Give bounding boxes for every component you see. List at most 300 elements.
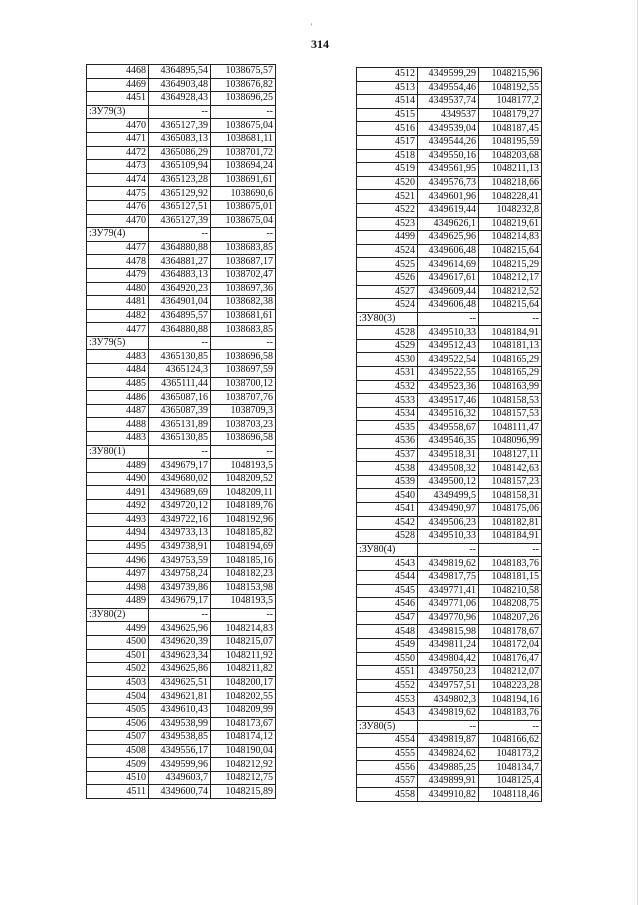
x-coordinate-cell: 4349510,33 [418,530,479,544]
table-row [87,336,276,350]
point-number-cell: 4510 [87,771,149,785]
y-coordinate-cell: 1038707,76 [211,391,276,405]
x-coordinate-cell: 4364901,04 [149,296,211,310]
point-number-cell: 4470 [87,214,149,228]
y-coordinate-cell: 1048193,5 [211,459,276,473]
x-coordinate-cell: 4349885,25 [418,761,479,775]
y-coordinate-cell: 1038694,24 [211,160,276,174]
x-coordinate-cell: 4349617,61 [418,271,479,285]
table-row [357,557,542,571]
point-number-cell: 4469 [87,78,149,92]
y-coordinate-cell: 1048209,99 [211,703,276,717]
table-row [357,570,542,584]
x-coordinate-cell: 4349550,16 [418,149,479,163]
table-row [357,720,542,734]
point-number-cell: 4521 [357,190,418,204]
y-coordinate-cell: 1048211,92 [211,649,276,663]
y-coordinate-cell: 1038675,01 [211,200,276,214]
y-coordinate-cell: 1048184,91 [479,326,542,340]
x-coordinate-cell: 4349802,3 [418,693,479,707]
x-coordinate-cell: 4349576,73 [418,176,479,190]
table-row [357,788,542,802]
table-row [357,625,542,639]
x-coordinate-cell: 4349556,17 [149,744,211,758]
table-row [87,119,276,133]
y-coordinate-cell: 1048134,7 [479,761,542,775]
x-coordinate-cell: 4365109,94 [149,160,211,174]
point-number-cell: 4535 [357,421,418,435]
y-coordinate-cell: 1048214,83 [211,622,276,636]
table-row [87,187,276,201]
y-coordinate-cell: -- [211,445,276,459]
table-row [357,244,542,258]
y-coordinate-cell: 1038701,72 [211,146,276,160]
table-row [87,771,276,785]
y-coordinate-cell: 1048215,64 [479,299,542,313]
y-coordinate-cell: 1048158,53 [479,394,542,408]
point-number-cell: 4544 [357,570,418,584]
x-coordinate-cell: 4349610,43 [149,703,211,717]
point-number-cell: 4480 [87,282,149,296]
x-coordinate-cell: 4349603,7 [149,771,211,785]
y-coordinate-cell: 1048183,76 [479,557,542,571]
y-coordinate-cell: 1048179,27 [479,108,542,122]
point-number-cell: 4476 [87,200,149,214]
point-number-cell: 4518 [357,149,418,163]
x-coordinate-cell: 4349614,69 [418,258,479,272]
point-number-cell: :ЗУ80(1) [87,445,149,459]
table-row [87,255,276,269]
table-row [357,435,542,449]
table-row [357,407,542,421]
x-coordinate-cell: 4349506,23 [418,516,479,530]
point-number-cell: 4489 [87,459,149,473]
scan-edge-line [637,0,638,905]
table-row [357,448,542,462]
table-row [357,299,542,313]
x-coordinate-cell: 4349517,46 [418,394,479,408]
point-number-cell: 4557 [357,774,418,788]
table-row [87,92,276,106]
y-coordinate-cell: 1048211,13 [479,163,542,177]
y-coordinate-cell: 1038696,58 [211,350,276,364]
x-coordinate-cell: 4349750,23 [418,666,479,680]
x-coordinate-cell: 4364928,43 [149,92,211,106]
x-coordinate-cell: 4349621,81 [149,690,211,704]
point-number-cell: :ЗУ79(3) [87,105,149,119]
x-coordinate-cell: 4365129,92 [149,187,211,201]
table-row [87,268,276,282]
point-number-cell: 4509 [87,758,149,772]
x-coordinate-cell: 4349680,02 [149,472,211,486]
y-coordinate-cell: 1038691,61 [211,173,276,187]
point-number-cell: 4514 [357,95,418,109]
y-coordinate-cell: 1048165,29 [479,353,542,367]
x-coordinate-cell: 4349739,86 [149,581,211,595]
point-number-cell: 4550 [357,652,418,666]
x-coordinate-cell: 4349910,82 [418,788,479,802]
point-number-cell: 4507 [87,731,149,745]
x-coordinate-cell: 4349811,24 [418,638,479,652]
y-coordinate-cell: 1048185,16 [211,554,276,568]
table-row [87,554,276,568]
point-number-cell: 4553 [357,693,418,707]
table-row [87,404,276,418]
table-row [357,122,542,136]
point-number-cell: 4506 [87,717,149,731]
x-coordinate-cell: 4349738,91 [149,540,211,554]
point-number-cell: 4534 [357,407,418,421]
y-coordinate-cell: 1048207,26 [479,611,542,625]
table-row [87,432,276,446]
table-row [357,611,542,625]
y-coordinate-cell: 1048174,12 [211,731,276,745]
table-row [357,68,542,82]
x-coordinate-cell: 4365111,44 [149,377,211,391]
x-coordinate-cell: 4364895,57 [149,309,211,323]
table-row [87,323,276,337]
y-coordinate-cell: 1038696,25 [211,92,276,106]
y-coordinate-cell: 1048182,23 [211,567,276,581]
y-coordinate-cell: 1048166,62 [479,734,542,748]
y-coordinate-cell: 1038675,57 [211,65,276,79]
y-coordinate-cell: 1038675,04 [211,214,276,228]
point-number-cell: 4451 [87,92,149,106]
y-coordinate-cell: 1038683,85 [211,241,276,255]
table-row [357,516,542,530]
x-coordinate-cell: 4365124,3 [149,364,211,378]
table-row [357,652,542,666]
x-coordinate-cell: 4349758,24 [149,567,211,581]
x-coordinate-cell: 4349899,91 [418,774,479,788]
table-row [87,690,276,704]
table-row [87,377,276,391]
table-row [357,503,542,517]
point-number-cell: 4513 [357,81,418,95]
y-coordinate-cell: 1048212,75 [211,771,276,785]
x-coordinate-cell: 4349558,67 [418,421,479,435]
table-row [87,350,276,364]
table-row [357,203,542,217]
y-coordinate-cell: 1038675,04 [211,119,276,133]
x-coordinate-cell: -- [149,105,211,119]
point-number-cell: :ЗУ80(4) [357,543,418,557]
table-row [357,638,542,652]
y-coordinate-cell: 1038681,11 [211,132,276,146]
y-coordinate-cell: 1048142,63 [479,462,542,476]
x-coordinate-cell: 4349625,86 [149,663,211,677]
point-number-cell: 4556 [357,761,418,775]
y-coordinate-cell: -- [211,228,276,242]
x-coordinate-cell: 4349599,96 [149,758,211,772]
table-row [87,513,276,527]
table-row [87,635,276,649]
x-coordinate-cell: 4349599,29 [418,68,479,82]
x-coordinate-cell: 4349625,51 [149,676,211,690]
point-number-cell: 4488 [87,418,149,432]
y-coordinate-cell: 1038696,58 [211,432,276,446]
y-coordinate-cell: 1048202,55 [211,690,276,704]
y-coordinate-cell: 1048182,81 [479,516,542,530]
x-coordinate-cell: 4349819,62 [418,706,479,720]
y-coordinate-cell: 1048219,61 [479,217,542,231]
y-coordinate-cell: 1048190,04 [211,744,276,758]
table-row [357,394,542,408]
y-coordinate-cell: 1048212,52 [479,285,542,299]
point-number-cell: 4520 [357,176,418,190]
point-number-cell: 4538 [357,462,418,476]
point-number-cell: 4522 [357,203,418,217]
y-coordinate-cell: 1048153,98 [211,581,276,595]
point-number-cell: 4547 [357,611,418,625]
table-row [87,241,276,255]
table-row [87,364,276,378]
x-coordinate-cell: 4349606,48 [418,244,479,258]
x-coordinate-cell: 4365086,29 [149,146,211,160]
point-number-cell: 4545 [357,584,418,598]
x-coordinate-cell: 4349544,26 [418,135,479,149]
x-coordinate-cell: 4349771,41 [418,584,479,598]
x-coordinate-cell: 4349539,04 [418,122,479,136]
x-coordinate-cell: 4349625,96 [418,231,479,245]
y-coordinate-cell: 1048200,17 [211,676,276,690]
y-coordinate-cell: 1048193,5 [211,595,276,609]
y-coordinate-cell: 1038687,17 [211,255,276,269]
y-coordinate-cell: 1048165,29 [479,367,542,381]
y-coordinate-cell: 1038697,59 [211,364,276,378]
point-number-cell: 4500 [87,635,149,649]
table-row [87,65,276,79]
table-row [357,774,542,788]
y-coordinate-cell: 1048209,52 [211,472,276,486]
table-row [87,200,276,214]
x-coordinate-cell: 4349601,96 [418,190,479,204]
y-coordinate-cell: 1038702,47 [211,268,276,282]
y-coordinate-cell: 1048127,11 [479,448,542,462]
y-coordinate-cell: -- [479,312,542,326]
point-number-cell: 4490 [87,472,149,486]
table-row [87,758,276,772]
y-coordinate-cell: 1048212,07 [479,666,542,680]
table-row [357,271,542,285]
y-coordinate-cell: 1048210,58 [479,584,542,598]
y-coordinate-cell: 1048215,07 [211,635,276,649]
point-number-cell: 4533 [357,394,418,408]
table-row [87,214,276,228]
point-number-cell: 4477 [87,323,149,337]
y-coordinate-cell: 1048212,17 [479,271,542,285]
point-number-cell: 4501 [87,649,149,663]
x-coordinate-cell: 4349499,5 [418,489,479,503]
x-coordinate-cell: -- [149,228,211,242]
point-number-cell: 4499 [87,622,149,636]
x-coordinate-cell: 4349609,44 [418,285,479,299]
coordinates-table-left [86,64,276,799]
x-coordinate-cell: 4365127,51 [149,200,211,214]
point-number-cell: 4526 [357,271,418,285]
point-number-cell: 4494 [87,527,149,541]
point-number-cell: 4532 [357,380,418,394]
x-coordinate-cell: 4349623,34 [149,649,211,663]
x-coordinate-cell: 4349546,35 [418,435,479,449]
table-row [357,353,542,367]
y-coordinate-cell: 1048178,67 [479,625,542,639]
table-row [87,785,276,799]
x-coordinate-cell: -- [149,445,211,459]
x-coordinate-cell: 4349824,62 [418,747,479,761]
x-coordinate-cell: 4349689,69 [149,486,211,500]
table-row [357,176,542,190]
y-coordinate-cell: 1048203,68 [479,149,542,163]
point-number-cell: 4527 [357,285,418,299]
table-row [87,472,276,486]
point-number-cell: 4528 [357,530,418,544]
x-coordinate-cell: 4365130,85 [149,432,211,446]
table-row [357,489,542,503]
table-row [87,309,276,323]
x-coordinate-cell: -- [418,312,479,326]
table-row [87,540,276,554]
table-row [87,132,276,146]
x-coordinate-cell: 4349554,46 [418,81,479,95]
x-coordinate-cell: 4349538,99 [149,717,211,731]
x-coordinate-cell: 4349625,96 [149,622,211,636]
x-coordinate-cell: 4365087,16 [149,391,211,405]
x-coordinate-cell: 4349500,12 [418,475,479,489]
y-coordinate-cell: 1048215,89 [211,785,276,799]
table-row [357,747,542,761]
table-row [357,190,542,204]
point-number-cell: 4484 [87,364,149,378]
x-coordinate-cell: 4349619,44 [418,203,479,217]
table-row [87,567,276,581]
table-row [87,676,276,690]
table-row [87,228,276,242]
table-row [87,731,276,745]
x-coordinate-cell: 4365127,39 [149,119,211,133]
y-coordinate-cell: 1048215,29 [479,258,542,272]
point-number-cell: 4504 [87,690,149,704]
x-coordinate-cell: 4364895,54 [149,65,211,79]
y-coordinate-cell: 1038676,82 [211,78,276,92]
y-coordinate-cell: 1048195,59 [479,135,542,149]
table-row [357,149,542,163]
point-number-cell: 4483 [87,350,149,364]
x-coordinate-cell: 4349679,17 [149,595,211,609]
y-coordinate-cell: 1048189,76 [211,500,276,514]
table-row [87,744,276,758]
point-number-cell: 4519 [357,163,418,177]
x-coordinate-cell: 4349819,87 [418,734,479,748]
x-coordinate-cell: 4349817,75 [418,570,479,584]
table-row [87,717,276,731]
point-number-cell: 4529 [357,339,418,353]
x-coordinate-cell: 4349804,42 [418,652,479,666]
y-coordinate-cell: 1048232,8 [479,203,542,217]
y-coordinate-cell: 1048177,2 [479,95,542,109]
point-number-cell: 4481 [87,296,149,310]
table-row [87,649,276,663]
point-number-cell: 4536 [357,435,418,449]
y-coordinate-cell: 1048215,96 [479,68,542,82]
table-row [357,666,542,680]
table-row [87,703,276,717]
table-row [87,146,276,160]
y-coordinate-cell: 1048185,82 [211,527,276,541]
y-coordinate-cell: 1048181,15 [479,570,542,584]
y-coordinate-cell: 1038700,12 [211,377,276,391]
table-row [87,105,276,119]
y-coordinate-cell: 1048212,92 [211,758,276,772]
x-coordinate-cell: 4349720,12 [149,500,211,514]
point-number-cell: 4493 [87,513,149,527]
x-coordinate-cell: 4365083,13 [149,132,211,146]
y-coordinate-cell: 1038703,23 [211,418,276,432]
x-coordinate-cell: 4349620,39 [149,635,211,649]
point-number-cell: 4558 [357,788,418,802]
table-row [87,296,276,310]
y-coordinate-cell: 1048208,75 [479,598,542,612]
point-number-cell: 4543 [357,706,418,720]
y-coordinate-cell: 1048173,67 [211,717,276,731]
y-coordinate-cell: 1048157,23 [479,475,542,489]
x-coordinate-cell: 4349819,62 [418,557,479,571]
table-row [87,418,276,432]
table-row [87,282,276,296]
point-number-cell: 4552 [357,679,418,693]
point-number-cell: 4499 [357,231,418,245]
table-row [357,231,542,245]
point-number-cell: 4470 [87,119,149,133]
point-number-cell: 4471 [87,132,149,146]
y-coordinate-cell: -- [479,543,542,557]
table-row [357,421,542,435]
x-coordinate-cell: 4349626,1 [418,217,479,231]
table-row [87,160,276,174]
point-number-cell: 4491 [87,486,149,500]
point-number-cell: 4542 [357,516,418,530]
point-number-cell: 4523 [357,217,418,231]
x-coordinate-cell: -- [149,608,211,622]
x-coordinate-cell: 4349508,32 [418,462,479,476]
y-coordinate-cell: -- [211,608,276,622]
y-coordinate-cell: -- [211,336,276,350]
x-coordinate-cell: 4364903,48 [149,78,211,92]
y-coordinate-cell: 1048125,4 [479,774,542,788]
point-number-cell: 4485 [87,377,149,391]
table-row [357,95,542,109]
point-number-cell: 4505 [87,703,149,717]
y-coordinate-cell: 1048223,28 [479,679,542,693]
x-coordinate-cell: 4349516,32 [418,407,479,421]
point-number-cell: :ЗУ79(4) [87,228,149,242]
table-row [357,530,542,544]
point-number-cell: 4543 [357,557,418,571]
y-coordinate-cell: 1038681,61 [211,309,276,323]
y-coordinate-cell: 1048183,76 [479,706,542,720]
x-coordinate-cell: -- [149,336,211,350]
x-coordinate-cell: 4349518,31 [418,448,479,462]
point-number-cell: 4541 [357,503,418,517]
scan-speck: ' [311,22,313,31]
y-coordinate-cell: 1038683,85 [211,323,276,337]
x-coordinate-cell: 4349600,74 [149,785,211,799]
y-coordinate-cell: 1048194,69 [211,540,276,554]
coordinates-table-right [356,67,542,802]
table-row [357,285,542,299]
y-coordinate-cell: 1048192,96 [211,513,276,527]
y-coordinate-cell: 1048184,91 [479,530,542,544]
